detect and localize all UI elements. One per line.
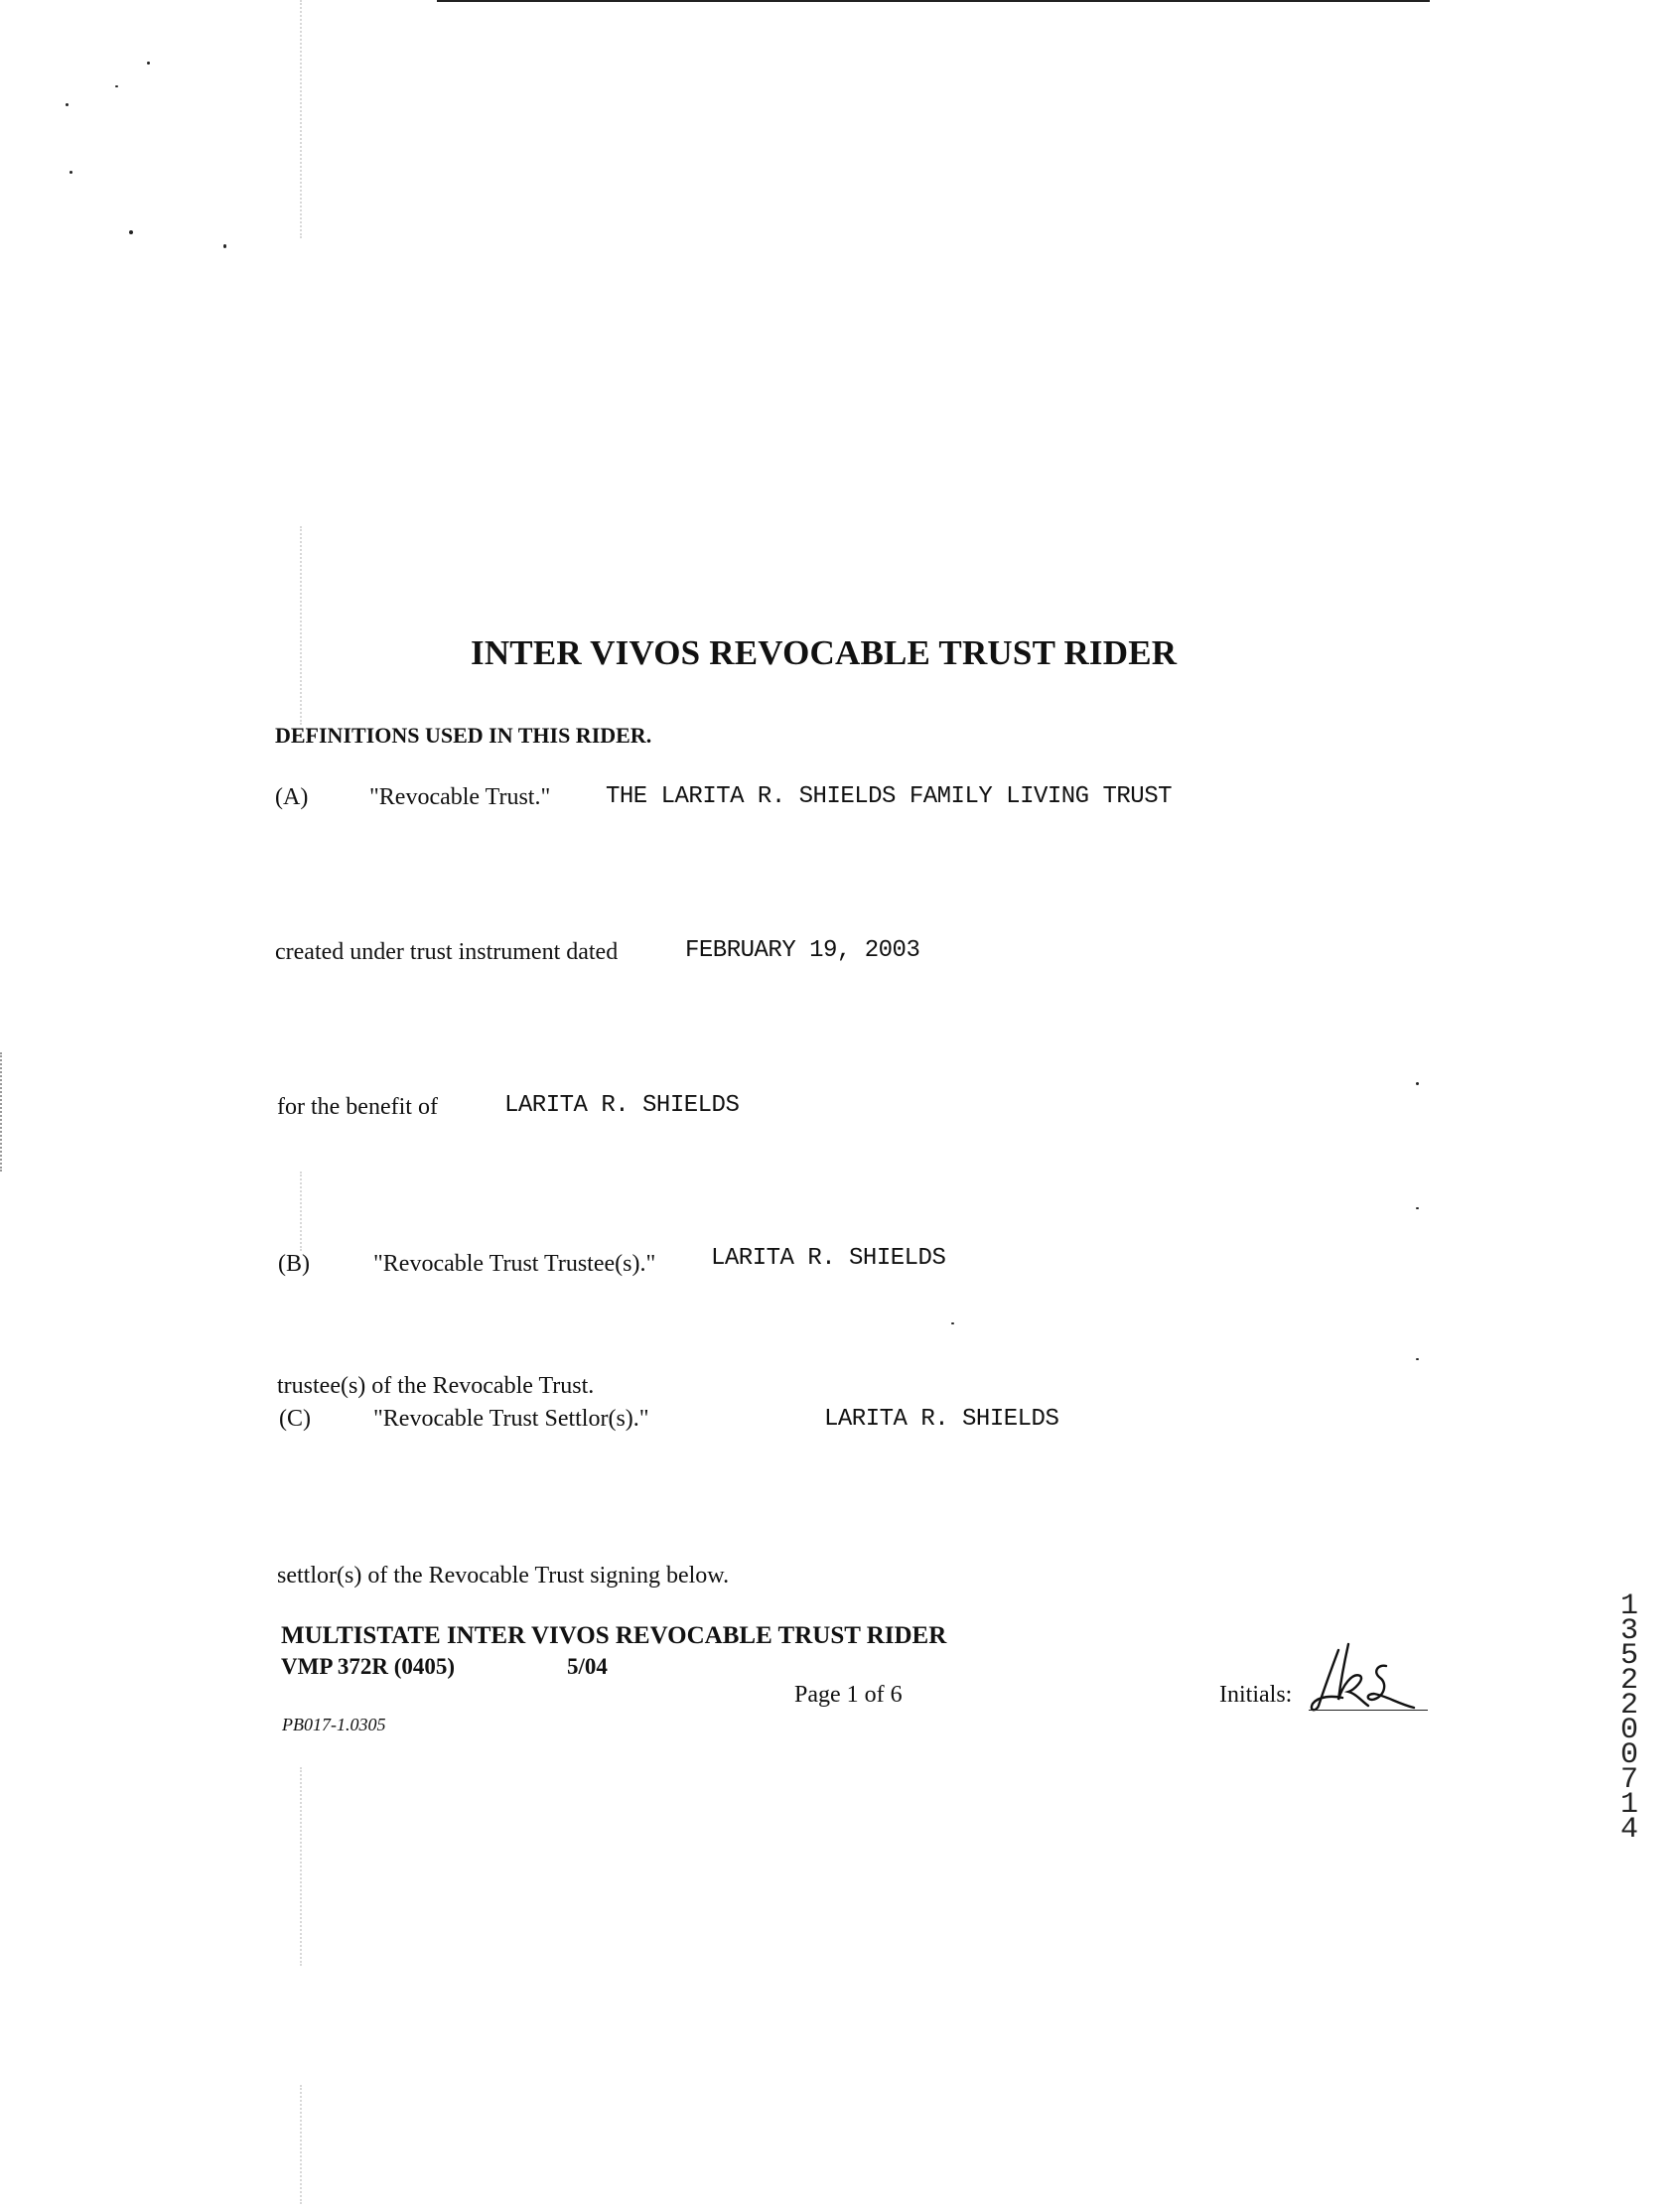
section-b-label: "Revocable Trust Trustee(s)." xyxy=(373,1251,656,1277)
page-number: Page 1 of 6 xyxy=(794,1682,903,1708)
scan-speck xyxy=(951,1322,954,1324)
definitions-heading: DEFINITIONS USED IN THIS RIDER. xyxy=(275,723,652,748)
initials-signature xyxy=(1303,1636,1422,1716)
initials-label: Initials: xyxy=(1219,1682,1293,1708)
scan-dotted-guide xyxy=(300,2085,303,2204)
trustee-line: trustee(s) of the Revocable Trust. xyxy=(277,1373,595,1399)
form-code: PB017-1.0305 xyxy=(282,1715,386,1734)
scan-speck xyxy=(147,62,150,65)
section-a-label: "Revocable Trust." xyxy=(369,784,551,810)
scan-left-edge xyxy=(0,1052,5,1172)
scan-speck xyxy=(1416,1082,1419,1085)
form-title: MULTISTATE INTER VIVOS REVOCABLE TRUST RIDER xyxy=(281,1622,947,1649)
section-a-marker: (A) xyxy=(275,784,309,810)
scan-speck xyxy=(129,230,133,234)
trustee-name: LARITA R. SHIELDS xyxy=(711,1245,946,1272)
scan-dotted-guide xyxy=(300,1767,303,1966)
beneficiary-name: LARITA R. SHIELDS xyxy=(504,1092,740,1119)
scan-speck xyxy=(223,244,226,248)
form-number: VMP 372R (0405) xyxy=(281,1654,456,1679)
scan-speck xyxy=(1416,1358,1419,1360)
scan-top-rule xyxy=(437,0,1430,2)
section-c-marker: (C) xyxy=(279,1406,311,1432)
settlor-name: LARITA R. SHIELDS xyxy=(824,1406,1059,1433)
section-c-label: "Revocable Trust Settlor(s)." xyxy=(373,1406,649,1432)
revocable-trust-name: THE LARITA R. SHIELDS FAMILY LIVING TRUST xyxy=(606,783,1172,810)
trust-date: FEBRUARY 19, 2003 xyxy=(685,937,920,964)
scan-dotted-guide xyxy=(300,0,303,238)
scan-dotted-guide xyxy=(300,1172,303,1251)
scan-dotted-guide xyxy=(300,526,303,725)
document-title: INTER VIVOS REVOCABLE TRUST RIDER xyxy=(471,633,1178,672)
created-label: created under trust instrument dated xyxy=(275,939,619,965)
form-date: 5/04 xyxy=(567,1654,608,1679)
scan-speck xyxy=(66,103,69,106)
settlor-line: settlor(s) of the Revocable Trust signing below. xyxy=(277,1563,730,1589)
initials-underline xyxy=(1309,1710,1428,1711)
section-b-marker: (B) xyxy=(278,1251,310,1277)
scan-speck xyxy=(70,171,72,174)
scan-speck xyxy=(1416,1207,1419,1209)
margin-stamp: 13522 00714 xyxy=(1619,1590,1657,1847)
benefit-label: for the benefit of xyxy=(277,1094,438,1120)
scan-speck xyxy=(115,85,118,87)
